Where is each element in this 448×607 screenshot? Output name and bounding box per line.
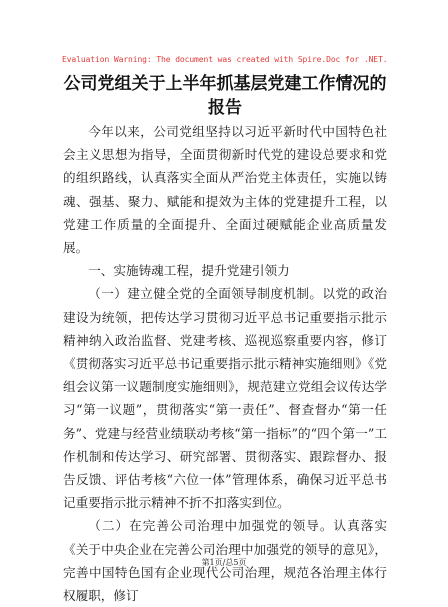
document-title: 公司党组关于上半年抓基层党建工作情况的报告 <box>63 74 387 118</box>
paragraph: 今年以来，公司党组坚持以习近平新时代中国特色社会主义思想为指导，全面贯彻新时代党的建设总要求和党的组织路线，认真落实全面从严治党主体责任，实施以铸魂、强基、聚力、赋能和提效为主体的党建提升工程，以党建工作质量的全面提升、全面过硬赋能企业高质量发展。 <box>63 124 387 256</box>
page-footer: 第1页/总5页 <box>201 558 247 567</box>
evaluation-warning: Evaluation Warning: The document was created with Spire.Doc for .NET. <box>62 55 388 64</box>
document-body <box>63 120 387 607</box>
section-heading: 一、实施铸魂工程，提升党建引领力 <box>88 263 290 279</box>
paragraph: （二）在完善公司治理中加强党的领导。认真落实《关于中央企业在完善公司治理中加强党的领导的意见》，完善中国特色国有企业现代公司治理，规范各治理主体行权履职，修订 <box>63 518 387 604</box>
paragraph: （一）建立健全党的全面领导制度机制。以党的政治建设为统领，把传达学习贯彻习近平总书记重要指示批示精神纳入政治监督、党建考核、巡视巡察重要内容，修订《贯彻落实习近平总书记重要指示批示精神实施细则》《党组会议第一议题制度实施细则》，规范建立党组会议传达学习“第一议题”，贯彻落实“第一责任”、督查督办“第一任务”、党建与经营业绩联动考核“第一指标”的“四个第一”工作机制和传达学习、研究部署、贯彻落实、跟踪督办、报告反馈、评估考核“六位一体”管理体系，确保习近平总书记重要指示批示精神不折不扣落实到位。 <box>63 286 387 511</box>
